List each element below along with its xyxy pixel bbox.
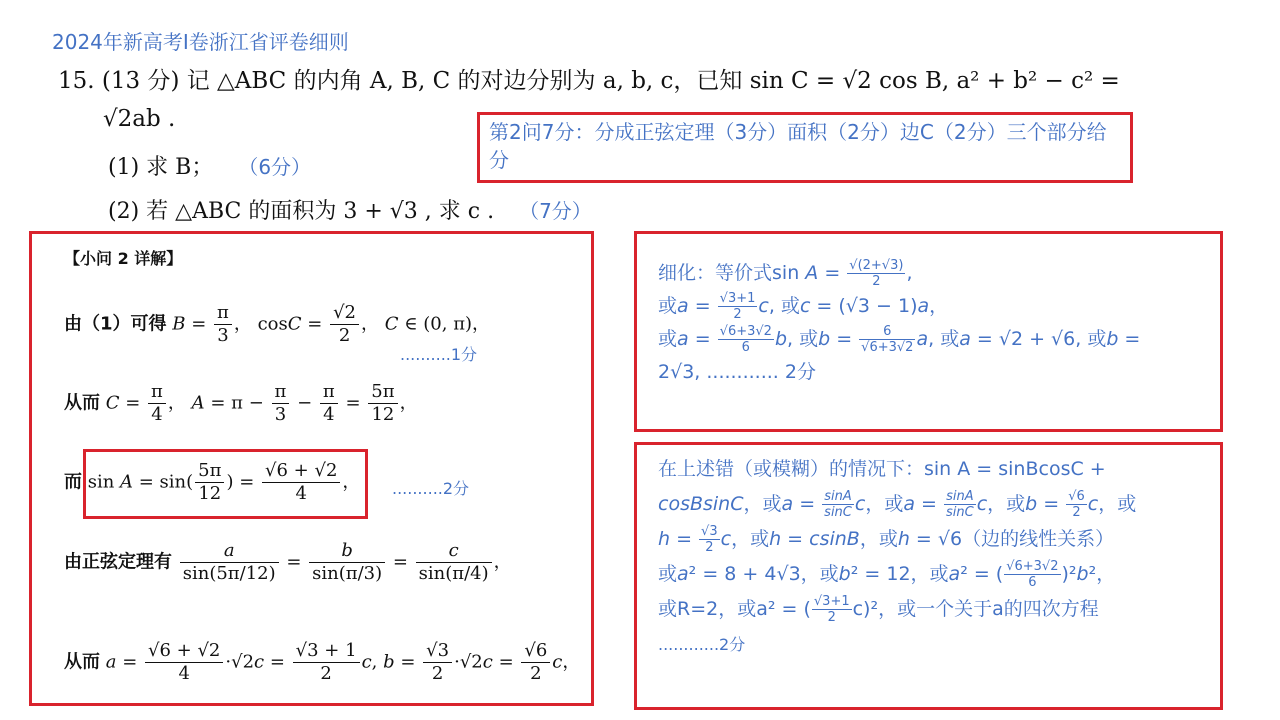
detail-1-line-1: 细化：等价式sin A = $\frac{√(2+√3)}{2}$ , xyxy=(658,258,913,289)
detail-1-prefix: 细化：等价式 xyxy=(658,262,773,284)
detail-1-line-2: 或a = $\frac{√3+1}{2}$ c, 或c = (√3 − 1)a， xyxy=(658,291,949,322)
detail-2-score: ............2分 xyxy=(658,635,746,654)
question-2 xyxy=(108,194,592,225)
step-2-prefix: 从而 xyxy=(64,392,100,414)
question-1-score: （6分） xyxy=(238,155,312,179)
detail-2-line-4: 或a² = 8 + 4√3，或b² = 12，或a² = ( $\frac{√6+3√2}{6}$ )²b²， xyxy=(658,559,1116,590)
detail-2-line-5: 或R=2，或a² = ( $\frac{√3+1}{2}$ c)²，或一个关于a的四次方程 xyxy=(658,594,1099,625)
note-top-text: 第2问7分：分成正弦定理（3分）面积（2分）边C（2分）三个部分给分 xyxy=(489,120,1107,172)
page-header: 2024年新高考Ⅰ卷浙江省评卷细则 xyxy=(52,30,349,54)
solution-title: 【小问 2 详解】 xyxy=(64,249,183,268)
problem-statement-line1: 15. (13 分) 记 △ABC 的内角 A, B, C 的对边分别为 a, b, c，已知 sin C = √2 cos B, a² + b² − c² = xyxy=(58,68,1120,94)
step-3-prefix: 而 xyxy=(64,471,82,493)
detail-1 xyxy=(658,257,1213,389)
solution-step-3: 而 sin A = sin( $\frac{5\pi}{12}$ ) = $\frac{√6 + √2}{4}$ ， xyxy=(64,460,361,504)
detail-1-line-4: 2√3, ............ 2分 xyxy=(658,361,816,383)
solution-step-5: 从而 a = $\frac{√6 + √2}{4}$ ·√2c = $\frac{√3 + 1}{2}$ c, b = $\frac{√3}{2}$ ·√2c = $\frac{√6}{2}$ c， xyxy=(64,640,581,684)
detail-1-line-3: 或a = $\frac{√6+3√2}{6}$ b, 或b = $\frac{6}{√6+3√2}$ a, 或a = √2 + √6, 或b = xyxy=(658,324,1141,355)
detail-2-line-3: h = $\frac{√3}{2}$ c，或h = csinB，或h = √6（边的线性关系） xyxy=(658,524,1115,555)
detail-2 xyxy=(658,452,1218,662)
solution-step-1: 由（1）可得 B = $\frac{\pi}{3}$ ， cosC = $\frac{√2}{2}$ ， C ∈ (0, π)， xyxy=(64,302,491,346)
question-1-text: (1) 求 B； xyxy=(108,155,214,180)
detail-2-line-2: cosBsinC，或a = $\frac{\sin A}{\sin C}$ c，或a = $\frac{\sin A}{\sin C}$ c，或b = $\frac{√6}{2}$ c，或 xyxy=(658,489,1137,520)
question-2-text: (2) 若 △ABC 的面积为 3 + √3 , 求 c . xyxy=(108,199,495,224)
question-1 xyxy=(108,150,311,181)
step-1-prefix: 由（1）可得 xyxy=(64,313,167,335)
solution-step-2: 从而 C = $\frac{\pi}{4}$ ， A = π − $\frac{\pi}{3}$ − $\frac{\pi}{4}$ = $\frac{5\pi}{12}$ ， xyxy=(64,381,418,425)
problem-statement-line2: √2ab . xyxy=(103,106,176,132)
solution-step-4: 由正弦定理有 $\frac{a}{\sin(5\pi/12)}$ = $\frac{b}{\sin(\pi/3)}$ = $\frac{c}{\sin(\pi/4)}$ ， xyxy=(64,540,512,584)
question-2-score: （7分） xyxy=(519,199,592,223)
step-4-prefix: 由正弦定理有 xyxy=(64,551,172,573)
step-1-score: ..........1分 xyxy=(400,345,478,364)
step-5-prefix: 从而 xyxy=(64,651,100,673)
detail-2-line-1: 在上述错（或模糊）的情况下：sin A = sinBcosC + xyxy=(658,458,1106,480)
step-3-score: ..........2分 xyxy=(392,479,470,498)
